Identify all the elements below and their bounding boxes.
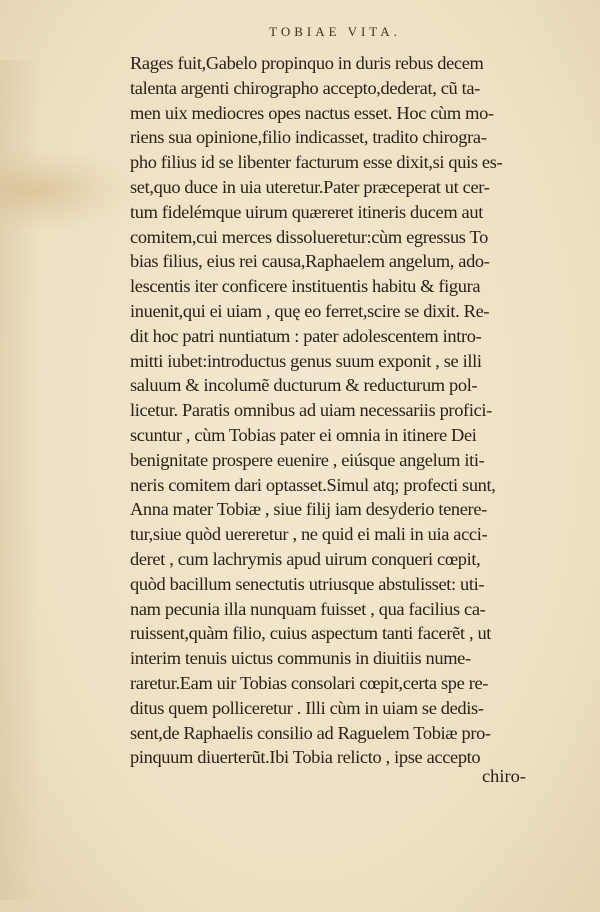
- text-line: riens sua opinione,filio indicasset, tradito chirogra-: [130, 127, 487, 148]
- text-line: ditus quem polliceretur . Illi cùm in uiam se dedis-: [130, 697, 484, 718]
- text-line: tum fidelémque uirum quæreret itineris ducem aut: [130, 201, 483, 222]
- text-line: saluum & incolumẽ ducturum & reducturum pol-: [130, 375, 478, 396]
- water-stain: [0, 150, 130, 230]
- text-line: scuntur , cùm Tobias pater ei omnia in itinere Dei: [130, 424, 477, 445]
- text-line: licetur. Paratis omnibus ad uiam necessariis profici-: [130, 400, 492, 421]
- text-line: lescentis iter conficere instituentis habitu & figura: [130, 276, 481, 297]
- text-line: mitti iubet:introductus genus suum exponit , se illi: [130, 350, 482, 371]
- text-line: dit hoc patri nuntiatum : pater adolescentem intro-: [130, 325, 482, 346]
- text-line: neris comitem dari optasset.Simul atq; profecti sunt,: [130, 474, 496, 495]
- text-line: pinquum diuerterũt.Ibi Tobia relicto , ipse accepto: [130, 747, 481, 768]
- text-line: tur,siue quòd uereretur , ne quid ei mali in uia acci-: [130, 524, 488, 545]
- text-line: Anna mater Tobiæ , siue filij iam desyderio tenere-: [130, 499, 487, 520]
- text-line: deret , cum lachrymis apud uirum conqueri cœpit,: [130, 548, 481, 569]
- text-line: benignitate prospere euenire , eiúsque angelum iti-: [130, 449, 485, 470]
- text-line: ruissent,quàm filio, cuius aspectum tanti facerẽt , ut: [130, 623, 492, 644]
- text-line: inuenit,qui ei uiam , quę eo ferret,scire se dixit. Re-: [130, 300, 490, 321]
- text-line: Rages fuit,Gabelo propinquo in duris rebus decem: [130, 53, 484, 73]
- text-line: set,quo duce in uia uteretur.Pater præceperat ut cer-: [130, 176, 490, 197]
- text-line: talenta argenti chirographo accepto,dederat, cũ ta-: [130, 77, 480, 98]
- text-line: interim tenuis uictus communis in diuitiis nume-: [130, 648, 471, 669]
- text-block: [130, 51, 550, 770]
- text-line: comitem,cui merces dissolueretur:cùm egressus To: [130, 226, 488, 247]
- text-line: men uix mediocres opes nactus esset. Hoc cùm mo-: [130, 102, 494, 123]
- text-line: nam pecunia illa nunquam fuisset , qua facilius ca-: [130, 598, 486, 619]
- text-line: quòd bacillum senectutis utriusque abstulisset: uti-: [130, 573, 485, 594]
- catchword: chiro-: [482, 766, 526, 786]
- text-line: raretur.Eam uir Tobias consolari cœpit,certa spe re-: [130, 672, 489, 693]
- text-line: bias filius, eius rei causa,Raphaelem angelum, ado-: [130, 251, 490, 272]
- running-head: TOBIAE VITA.: [269, 24, 401, 39]
- text-line: pho filius id se libenter facturum esse dixit,si quis es-: [130, 152, 503, 173]
- text-line: sent,de Raphaelis consilio ad Raguelem Tobiæ pro-: [130, 722, 491, 743]
